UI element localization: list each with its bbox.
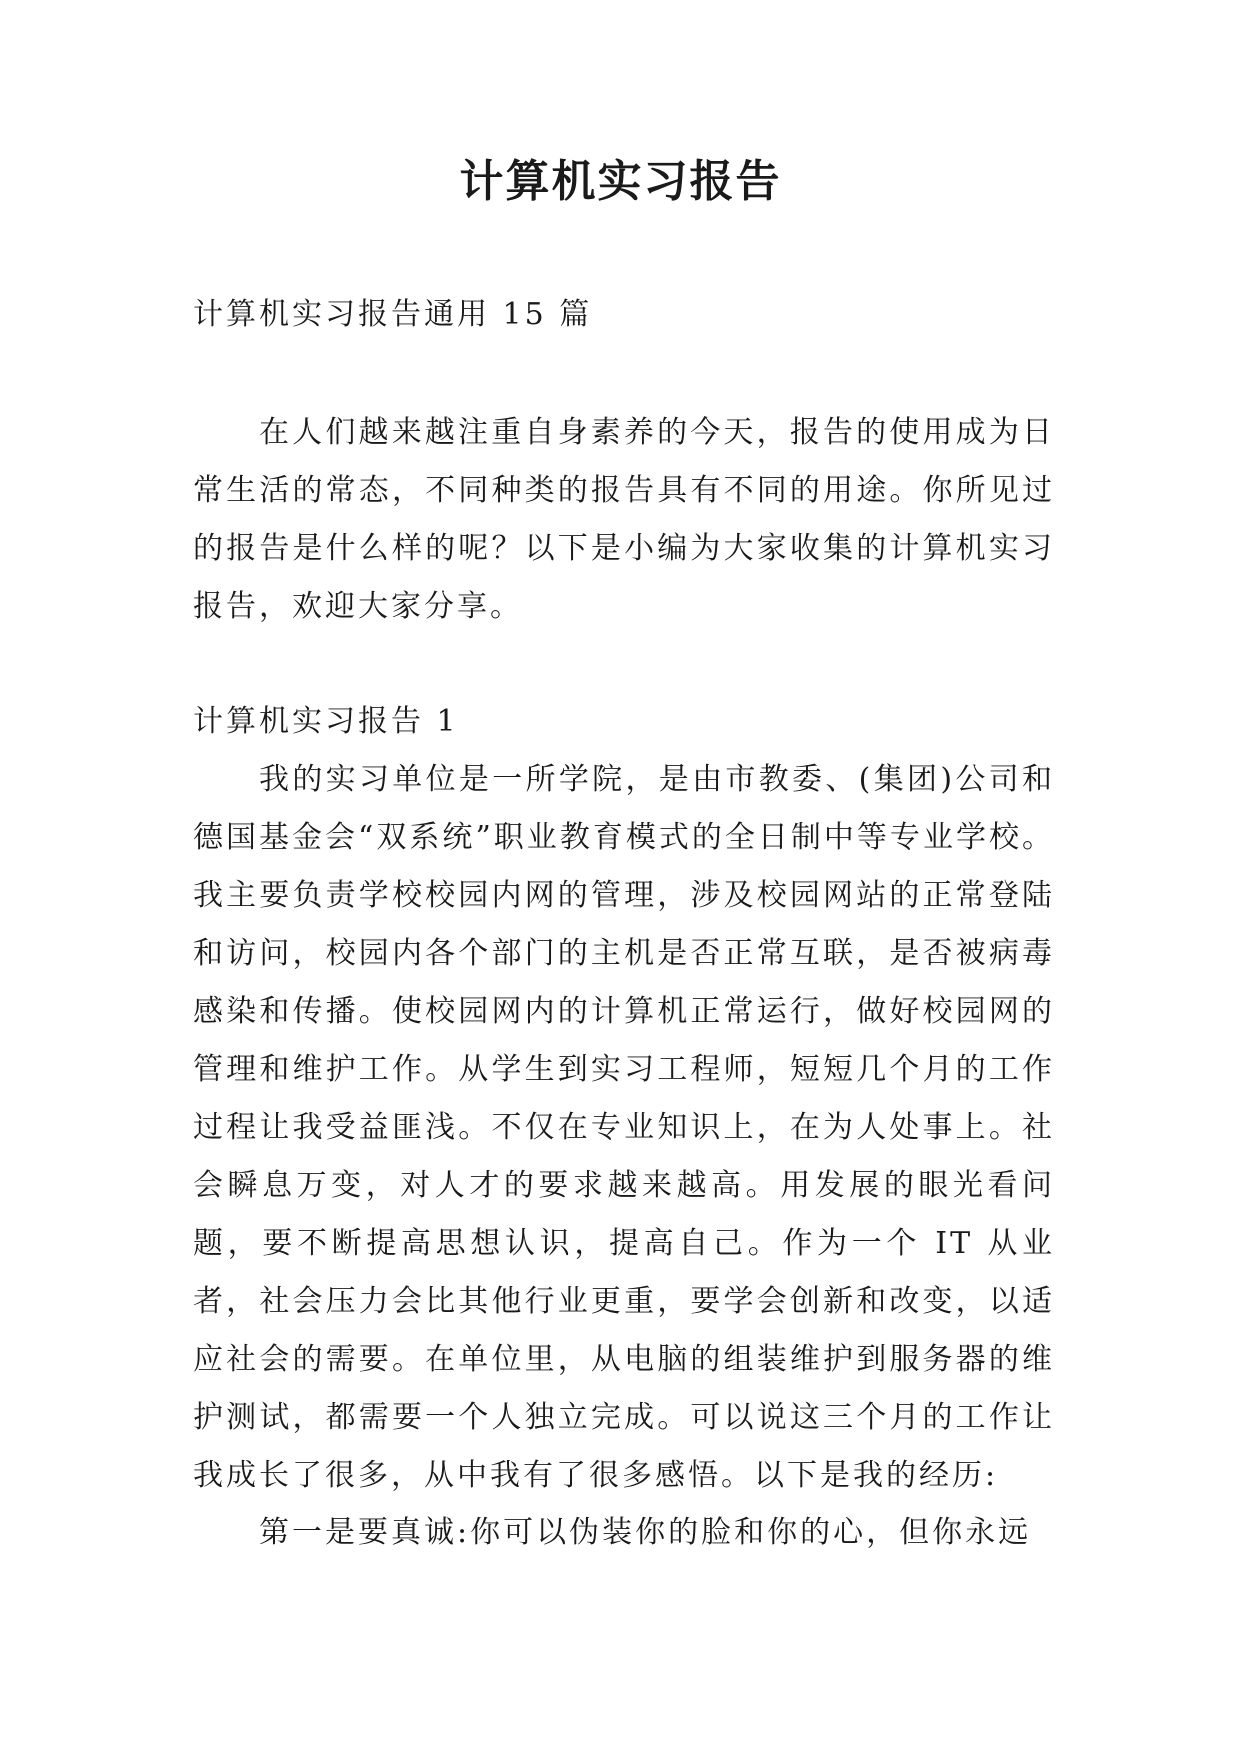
document-subtitle: 计算机实习报告通用 15 篇 [193, 297, 593, 332]
section-heading: 计算机实习报告 1 [193, 704, 459, 739]
document-title: 计算机实习报告 [459, 156, 782, 207]
intro-paragraph: 在人们越来越注重自身素养的今天，报告的使用成为日常生活的常态，不同种类的报告具有不同的用途。你所见过的报告是什么样的呢？以下是小编为大家收集的计算机实习报告，欢迎大家分享。 [193, 415, 1055, 624]
body-paragraph: 我的实习单位是一所学院，是由市教委、(集团)公司和德国基金会“双系统”职业教育模式的全日制中等专业学校。我主要负责学校校园内网的管理，涉及校园网站的正常登陆和访问，校园内各个部门的主机是否正常互联，是否被病毒感染和传播。使校园网内的计算机正常运行，做好校园网的管理和维护工作。从学生到实习工程师，短短几个月的工作过程让我受益匪浅。不仅在专业知识上，在为人处事上。社会瞬息万变，对人才的要求越来越高。用发展的眼光看问题，要不断提高思想认识，提高自己。作为一个 IT 从业者，社会压力会比其他行业更重，要学会创新和改变，以适应社会的需要。在单位里，从电脑的组装维护到服务器的维护测试，都需要一个人独立完成。可以说这三个月的工作让我成长了很多，从中我有了很多感悟。以下是我的经历: [193, 762, 1055, 1493]
body-paragraph-continued: 第一是要真诚:你可以伪装你的脸和你的心，但你永远 [259, 1515, 1032, 1550]
